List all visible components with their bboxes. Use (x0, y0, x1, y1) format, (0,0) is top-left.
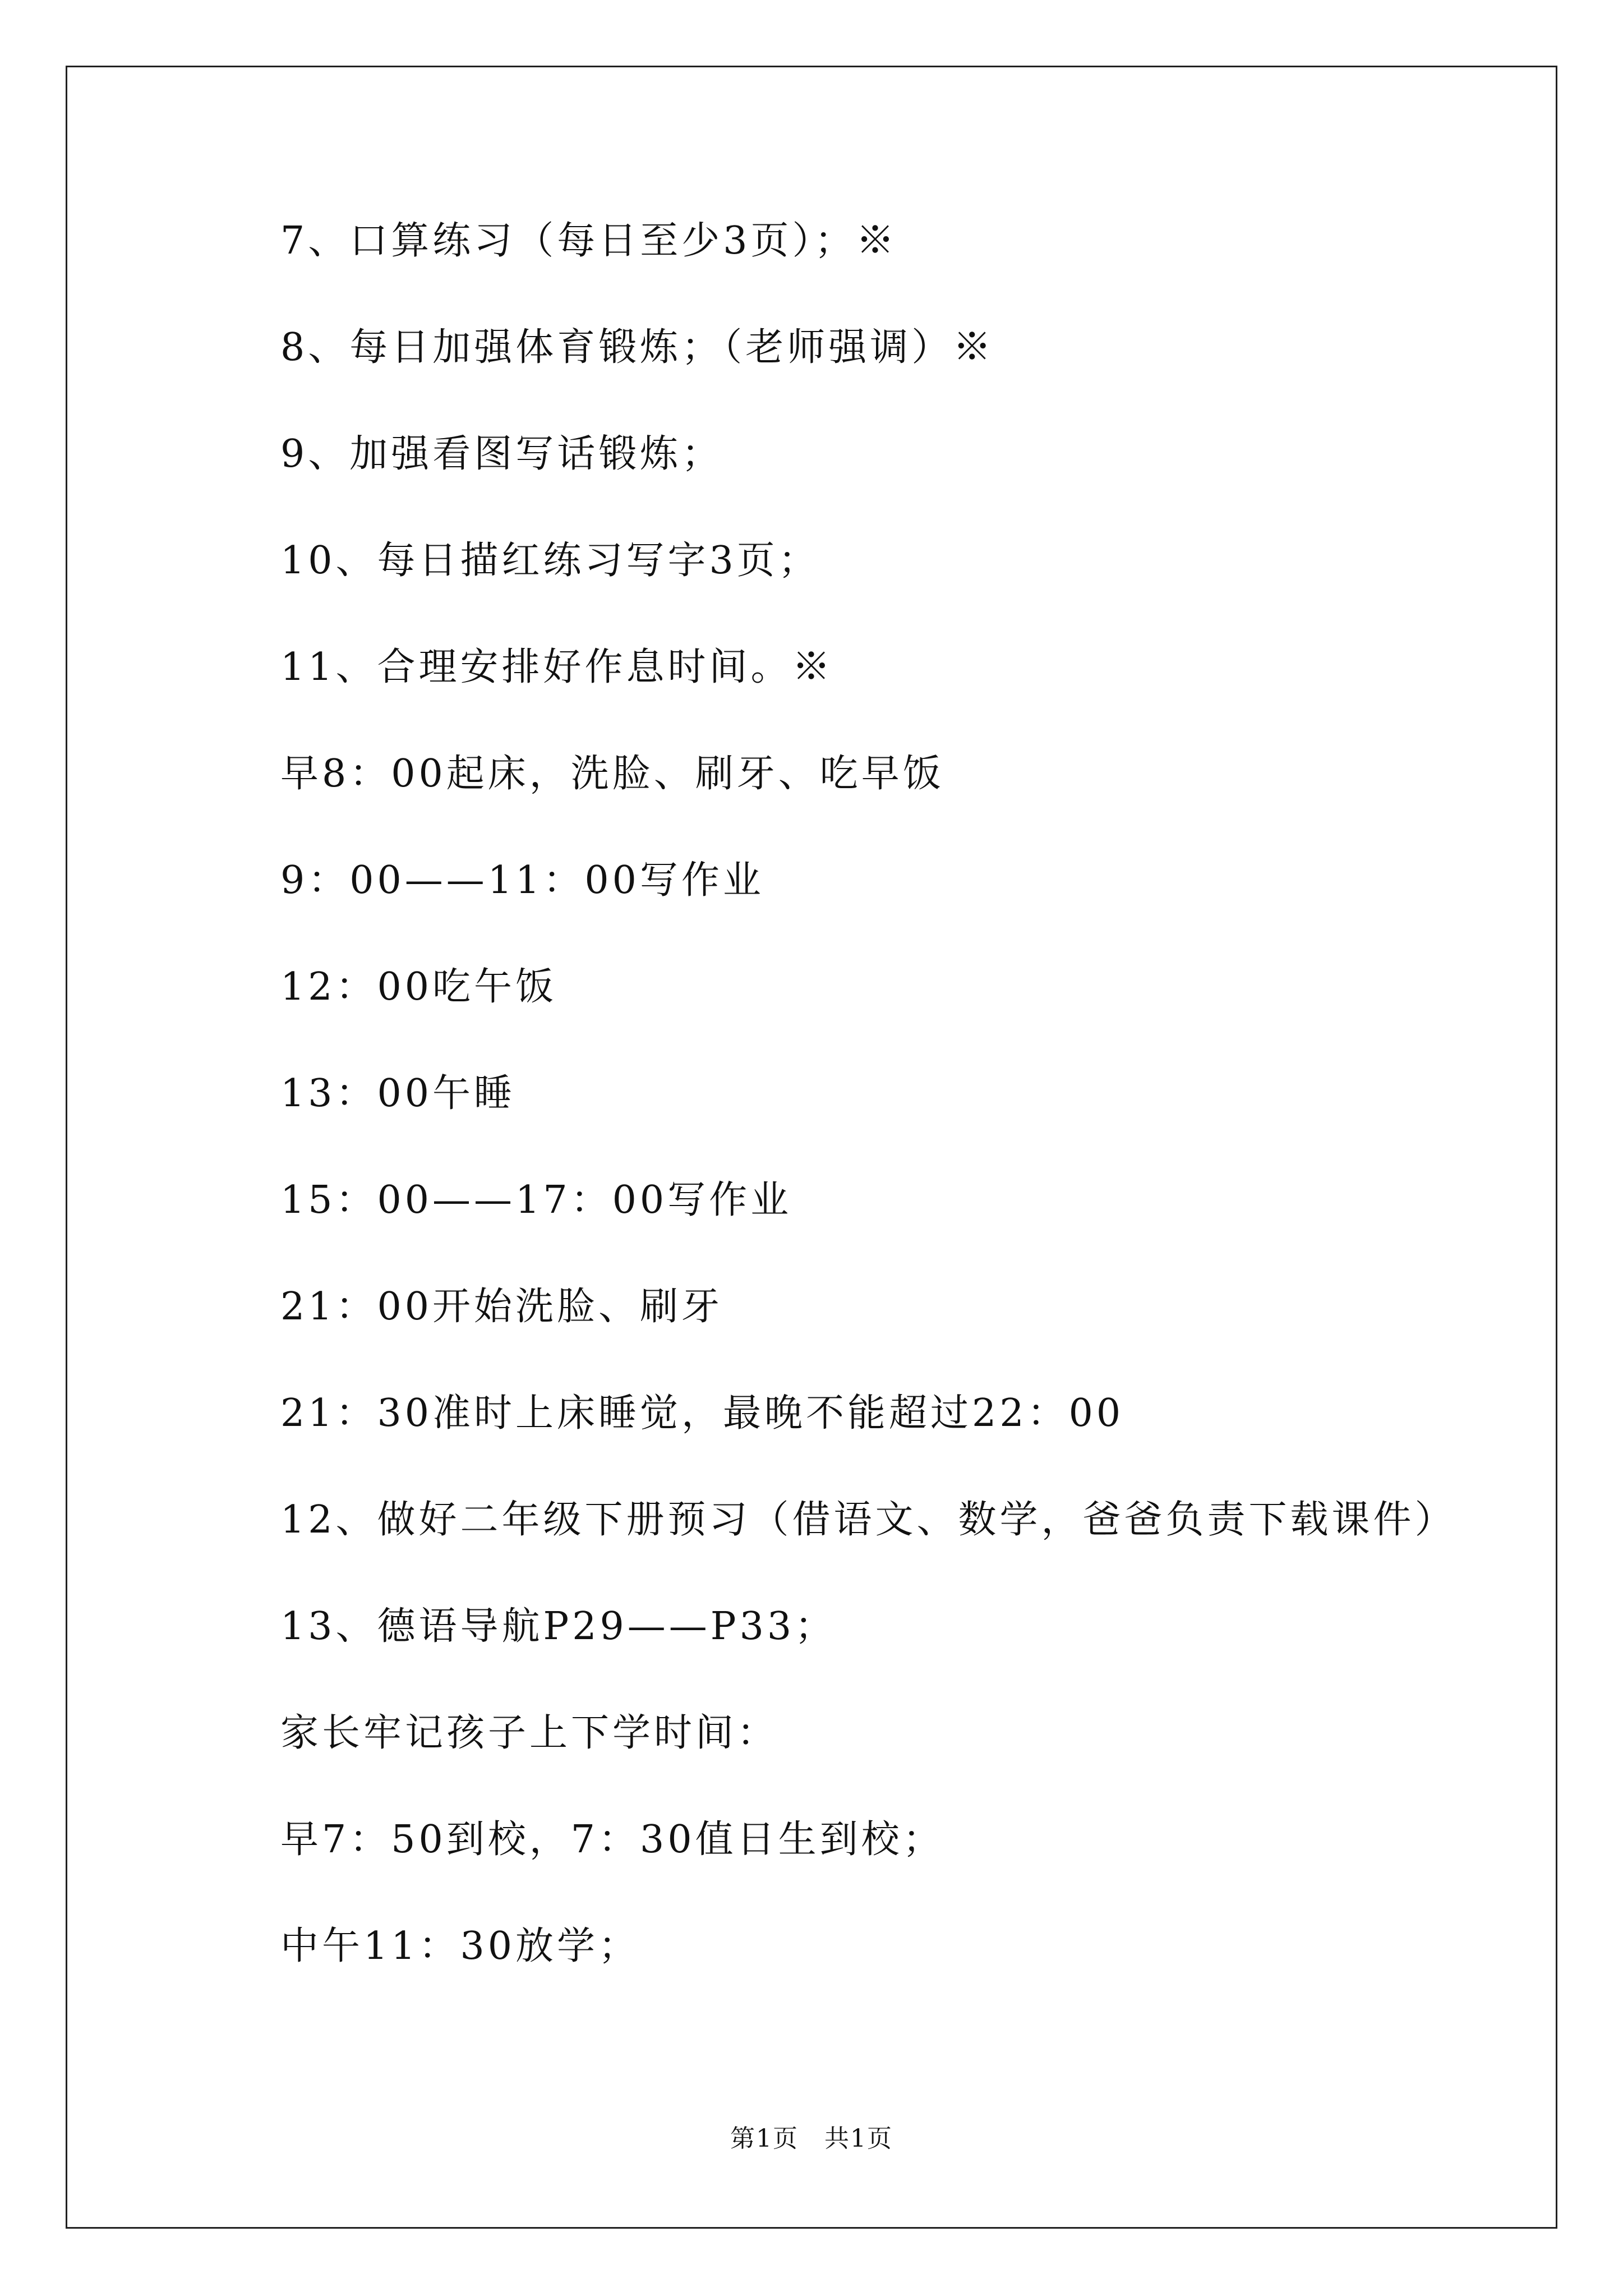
document-body (280, 219, 1486, 2031)
list-item: 7、口算练习（每日至少3页）；※ (280, 219, 898, 263)
schedule-item: 12：00吃午饭 (280, 965, 557, 1009)
list-item: 11、合理安排好作息时间。※ (280, 645, 834, 689)
list-item: 10、每日描红练习写字3页； (280, 539, 820, 583)
list-item: 13、德语导航P29——P33； (280, 1604, 837, 1649)
page-number: 第1页 共1页 (730, 2124, 893, 2153)
schedule-item: 早7：50到校，7：30值日生到校； (280, 1818, 944, 1862)
section-heading: 家长牢记孩子上下学时间： (280, 1711, 779, 1755)
schedule-item: 21：00开始洗脸、刷牙 (280, 1285, 723, 1329)
schedule-item: 中午11：30放学； (280, 1924, 640, 1968)
list-item: 9、加强看图写话锻炼； (280, 432, 723, 476)
list-item: 8、每日加强体育锻炼；（老师强调）※ (280, 325, 995, 370)
schedule-item: 早8：00起床，洗脸、刷牙、吃早饭 (280, 752, 944, 796)
list-item: 12、做好二年级下册预习（借语文、数学，爸爸负责下载课件） (280, 1498, 1456, 1542)
schedule-item: 21：30准时上床睡觉，最晚不能超过22：00 (280, 1391, 1124, 1435)
schedule-item: 13：00午睡 (280, 1071, 516, 1116)
schedule-item: 15：00——17：00写作业 (280, 1178, 792, 1222)
schedule-item: 9：00——11：00写作业 (280, 858, 764, 903)
